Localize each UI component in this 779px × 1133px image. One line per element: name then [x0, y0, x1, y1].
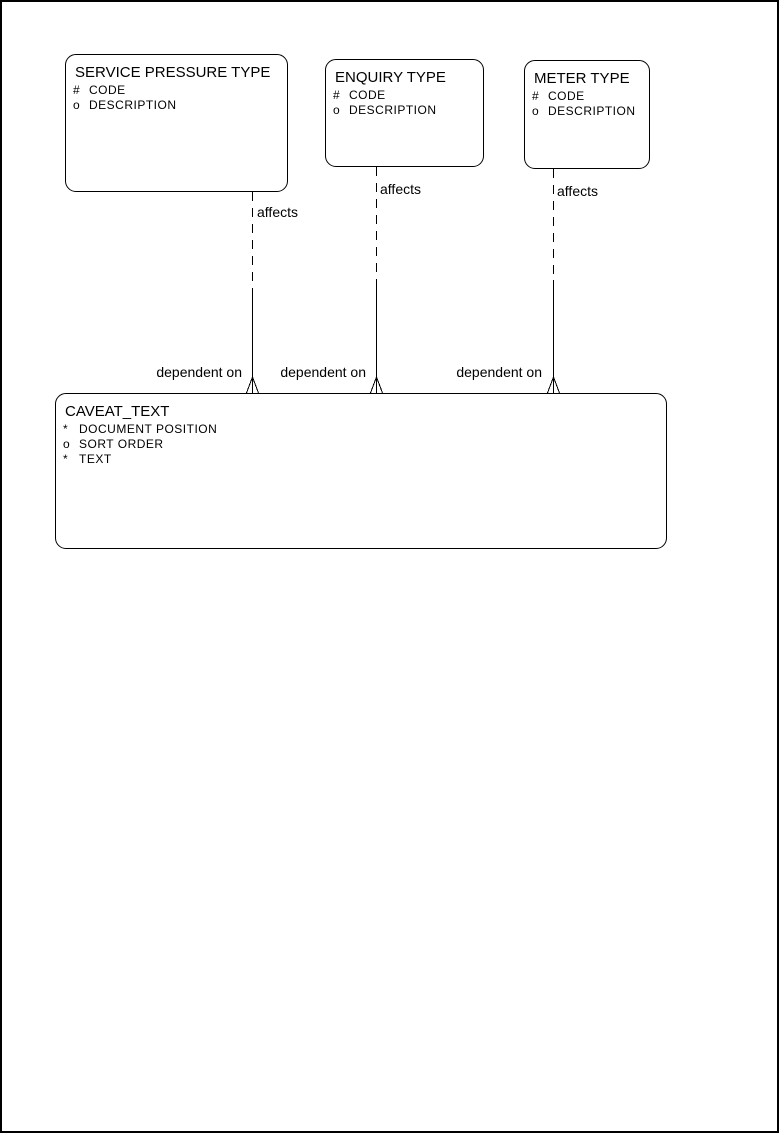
attribute-row [525, 104, 649, 119]
attribute-marker: o [532, 104, 540, 118]
entity-title: CAVEAT_TEXT [65, 403, 170, 420]
attribute-name: DESCRIPTION [89, 98, 177, 112]
attribute-marker: # [532, 89, 540, 103]
attribute-name: CODE [349, 88, 386, 102]
relationship-label-affects-meter-type: affects [557, 183, 598, 199]
attribute-row [326, 88, 483, 103]
attribute-row [326, 103, 483, 118]
relationship-line-meter-type [548, 169, 560, 393]
entity-caveat-text[interactable] [55, 393, 667, 549]
attribute-marker: * [63, 422, 69, 436]
attribute-row [56, 452, 666, 467]
crows-foot-icon [548, 377, 560, 393]
attribute-name: SORT ORDER [79, 437, 164, 451]
attribute-marker: # [333, 88, 341, 102]
attribute-marker: o [333, 103, 341, 117]
crows-foot-icon [247, 377, 259, 393]
relationship-label-affects-enquiry-type: affects [380, 181, 421, 197]
attribute-row [56, 422, 666, 437]
relationship-label-dependent-on-3: dependent on [456, 364, 542, 380]
entity-service-pressure-type[interactable] [65, 54, 288, 192]
entity-enquiry-type[interactable] [325, 59, 484, 167]
attribute-row [56, 437, 666, 452]
attribute-name: DESCRIPTION [349, 103, 437, 117]
entity-title: SERVICE PRESSURE TYPE [75, 64, 271, 81]
entity-meter-type[interactable] [524, 60, 650, 169]
attribute-marker: * [63, 452, 69, 466]
attribute-name: CODE [89, 83, 126, 97]
relationship-label-affects-service-pressure-type: affects [257, 204, 298, 220]
attribute-name: TEXT [79, 452, 112, 466]
relationship-line-service-pressure-type [247, 192, 259, 393]
attribute-name: DOCUMENT POSITION [79, 422, 218, 436]
entity-title: ENQUIRY TYPE [335, 69, 446, 86]
entity-title: METER TYPE [534, 70, 630, 87]
relationship-line-enquiry-type [371, 167, 383, 393]
attribute-name: CODE [548, 89, 585, 103]
relationship-label-dependent-on-1: dependent on [156, 364, 242, 380]
attribute-row [525, 89, 649, 104]
attribute-marker: o [73, 98, 81, 112]
attribute-row [66, 83, 287, 98]
attribute-name: DESCRIPTION [548, 104, 636, 118]
attribute-marker: o [63, 437, 71, 451]
attribute-marker: # [73, 83, 81, 97]
crows-foot-icon [371, 377, 383, 393]
attribute-row [66, 98, 287, 113]
relationship-label-dependent-on-2: dependent on [280, 364, 366, 380]
